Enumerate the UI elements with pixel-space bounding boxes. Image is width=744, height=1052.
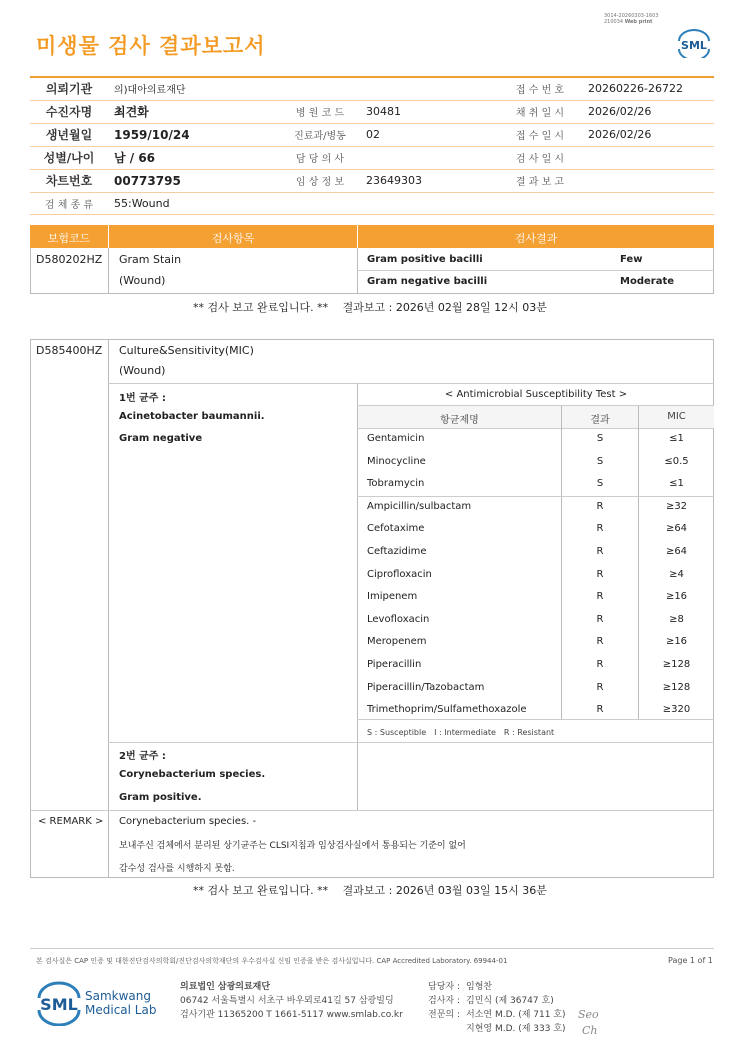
org2-name: Corynebacterium species. bbox=[119, 769, 266, 780]
staff-name-4: 지현영 M.D. (제 333 호) bbox=[466, 1024, 566, 1034]
staff-name-2: 김민식 (제 36747 호) bbox=[466, 996, 554, 1006]
ast-title: < Antimicrobial Susceptibility Test > bbox=[444, 389, 628, 400]
ast-drug-result: R bbox=[596, 501, 604, 512]
ast-col-result: 결과 bbox=[590, 415, 610, 426]
ast-drug-mic: ≥128 bbox=[662, 659, 691, 670]
staff-role-1: 담당자 : bbox=[428, 982, 460, 992]
ast-drug-name: Piperacillin bbox=[367, 659, 422, 670]
header-code: 보험코드 bbox=[47, 232, 91, 245]
value-chart-number: 00773795 bbox=[108, 169, 280, 192]
patient-info-table bbox=[30, 76, 714, 215]
value-clinical-info: 23649303 bbox=[360, 169, 498, 192]
label-test-date: 검 사 일 시 bbox=[498, 146, 582, 169]
label-chart-number: 차트번호 bbox=[30, 169, 108, 192]
gram-specimen: (Wound) bbox=[119, 274, 166, 287]
ast-drug-mic: ≥8 bbox=[669, 614, 684, 625]
print-info bbox=[604, 13, 659, 25]
value-specimen: 55:Wound bbox=[108, 192, 280, 214]
header-result: 검사결과 bbox=[514, 232, 558, 245]
footer-divider bbox=[30, 948, 714, 949]
ast-drug-mic: ≥32 bbox=[665, 501, 688, 512]
remark-label: < REMARK > bbox=[38, 816, 104, 827]
label-department: 진료과/병동 bbox=[280, 123, 360, 146]
signature-2: Ch bbox=[582, 1024, 598, 1037]
print-code: 210034 bbox=[604, 19, 624, 25]
print-id: 3014-20260303-1603 bbox=[604, 13, 659, 19]
header-item: 검사항목 bbox=[211, 232, 255, 245]
ast-drug-mic: ≥320 bbox=[662, 704, 691, 715]
label-clinical-info: 임 상 정 보 bbox=[280, 169, 360, 192]
ast-drug-result: R bbox=[596, 546, 604, 557]
lab-name-2: Medical Lab bbox=[85, 1003, 157, 1017]
label-birthdate: 생년월일 bbox=[30, 123, 108, 146]
remark-line-3: 감수성 검사를 시행하지 못함. bbox=[119, 864, 235, 874]
ast-drug-result: R bbox=[596, 704, 604, 715]
org2-label: 2번 균주 : bbox=[119, 751, 166, 762]
remark-line-1: Corynebacterium species. - bbox=[119, 816, 257, 827]
page-number: Page 1 of 1 bbox=[668, 956, 713, 965]
gram-result-2-name: Gram negative bacilli bbox=[367, 276, 488, 287]
value-hospital-code: 30481 bbox=[360, 100, 498, 123]
logo-top-text: SML bbox=[681, 39, 707, 52]
ast-drug-mic: ≥16 bbox=[665, 591, 688, 602]
value-accession: 20260226-26722 bbox=[582, 77, 714, 100]
ast-drug-name: Gentamicin bbox=[367, 433, 425, 444]
ast-drug-mic: ≤1 bbox=[669, 433, 684, 444]
ast-drug-mic: ≤1 bbox=[669, 478, 684, 489]
report-title: 미생물 검사 결과보고서 bbox=[36, 34, 266, 58]
signature-1: Seo bbox=[578, 1008, 599, 1021]
staff-list bbox=[428, 980, 566, 1036]
ast-drug-result: S bbox=[596, 456, 604, 467]
value-department: 02 bbox=[360, 123, 498, 146]
gram-result-1-value: Few bbox=[620, 254, 643, 265]
ast-drug-result: S bbox=[596, 478, 604, 489]
label-report-date: 결 과 보 고 bbox=[498, 169, 582, 192]
print-label: Web print bbox=[624, 19, 653, 25]
ast-drug-mic: ≤0.5 bbox=[664, 456, 689, 467]
gram-result-1-name: Gram positive bacilli bbox=[367, 254, 483, 265]
ast-drug-name: Minocycline bbox=[367, 456, 426, 467]
value-sex-age: 남 / 66 bbox=[108, 146, 280, 169]
ast-drug-name: Cefotaxime bbox=[367, 523, 425, 534]
value-collection-date: 2026/02/26 bbox=[582, 100, 714, 123]
ast-drug-name: Trimethoprim/Sulfamethoxazole bbox=[367, 704, 527, 715]
sml-footer-logo-icon bbox=[34, 980, 84, 1026]
footer-note: 본 검사실은 CAP 인증 및 대한진단검사의학회/진단검사의학재단의 우수검사실 신임 인증을 받은 검사실입니다. CAP Accredited Laboratory. 69944-01 bbox=[36, 957, 508, 965]
ast-drug-mic: ≥4 bbox=[669, 569, 684, 580]
lab-name-1: Samkwang bbox=[85, 989, 151, 1003]
label-requester: 의뢰기관 bbox=[30, 77, 108, 100]
ast-drug-result: R bbox=[596, 569, 604, 580]
culture-item: Culture&Sensitivity(MIC) bbox=[119, 344, 254, 357]
value-patient-name: 최견화 bbox=[108, 100, 280, 123]
results-header bbox=[30, 225, 714, 248]
label-sex-age: 성별/나이 bbox=[30, 146, 108, 169]
ast-col-mic: MIC bbox=[667, 411, 686, 422]
org1-name: Acinetobacter baumannii. bbox=[119, 411, 265, 422]
staff-name-1: 임형찬 bbox=[466, 982, 493, 992]
ast-drug-result: R bbox=[596, 614, 604, 625]
ast-legend: S : Susceptible I : Intermediate R : Resistant bbox=[367, 728, 555, 737]
culture-report-complete: ** 검사 보고 완료입니다. ** 결과보고 : 2026년 03월 03일 15시 36분 bbox=[193, 884, 547, 897]
label-patient-name: 수진자명 bbox=[30, 100, 108, 123]
label-hospital-code: 병 원 코 드 bbox=[280, 100, 360, 123]
sml-logo-icon bbox=[674, 28, 714, 58]
culture-code: D585400HZ bbox=[36, 344, 103, 357]
ast-drug-name: Meropenem bbox=[367, 636, 427, 647]
ast-drug-mic: ≥128 bbox=[662, 682, 691, 693]
logo-footer-text: SML bbox=[40, 995, 78, 1014]
ast-drug-mic: ≥64 bbox=[665, 523, 688, 534]
label-specimen: 검 체 종 류 bbox=[30, 192, 108, 214]
org1-gram: Gram negative bbox=[119, 433, 203, 444]
ast-drug-name: Ciprofloxacin bbox=[367, 569, 432, 580]
ast-drug-name: Ampicillin/sulbactam bbox=[367, 501, 472, 512]
gram-item: Gram Stain bbox=[119, 253, 182, 266]
value-birthdate: 1959/10/24 bbox=[108, 123, 280, 146]
label-collection-date: 채 취 일 시 bbox=[498, 100, 582, 123]
ast-drug-name: Ceftazidime bbox=[367, 546, 427, 557]
ast-drug-result: S bbox=[596, 433, 604, 444]
ast-drug-result: R bbox=[596, 523, 604, 534]
org2-gram: Gram positive. bbox=[119, 792, 202, 803]
ast-drug-mic: ≥64 bbox=[665, 546, 688, 557]
ast-drug-result: R bbox=[596, 682, 604, 693]
org1-label: 1번 균주 : bbox=[119, 393, 166, 404]
culture-specimen: (Wound) bbox=[119, 364, 166, 377]
value-report-date bbox=[582, 169, 714, 192]
ast-drug-name: Imipenem bbox=[367, 591, 418, 602]
staff-role-2: 검사자 : bbox=[428, 996, 460, 1006]
org-contact: 검사기관 11365200 T 1661-5117 www.smlab.co.kr bbox=[180, 1010, 403, 1020]
staff-name-3: 서소연 M.D. (제 711 호) bbox=[466, 1010, 566, 1020]
value-test-date bbox=[582, 146, 714, 169]
remark-line-2: 보내주신 검체에서 분리된 상기균주는 CLSI지침과 임상검사실에서 통용되는 기준이 없어 bbox=[119, 841, 466, 851]
label-received-date: 접 수 일 시 bbox=[498, 123, 582, 146]
staff-role-3: 전문의 : bbox=[428, 1010, 460, 1020]
gram-result-2-value: Moderate bbox=[620, 276, 675, 287]
value-received-date: 2026/02/26 bbox=[582, 123, 714, 146]
org-info bbox=[180, 980, 403, 1022]
ast-drug-mic: ≥16 bbox=[665, 636, 688, 647]
ast-drug-result: R bbox=[596, 591, 604, 602]
ast-drug-name: Piperacillin/Tazobactam bbox=[367, 682, 485, 693]
value-requester: 의)대아의료재단 bbox=[108, 77, 280, 100]
ast-drug-name: Tobramycin bbox=[367, 478, 425, 489]
value-physician bbox=[360, 146, 498, 169]
label-accession: 접 수 번 호 bbox=[498, 77, 582, 100]
ast-drug-result: R bbox=[596, 636, 604, 647]
label-physician: 담 당 의 사 bbox=[280, 146, 360, 169]
ast-drug-name: Levofloxacin bbox=[367, 614, 430, 625]
gram-code: D580202HZ bbox=[36, 253, 103, 266]
ast-drug-result: R bbox=[596, 659, 604, 670]
gram-report-complete: ** 검사 보고 완료입니다. ** 결과보고 : 2026년 02월 28일 12시 03분 bbox=[193, 301, 547, 314]
org-name: 의료법인 삼광의료재단 bbox=[180, 982, 271, 992]
lab-name bbox=[85, 989, 156, 1017]
org-address: 06742 서울특별시 서초구 바우뫼로41길 57 삼광빌딩 bbox=[180, 996, 394, 1006]
ast-col-drug: 항균제명 bbox=[440, 415, 479, 426]
